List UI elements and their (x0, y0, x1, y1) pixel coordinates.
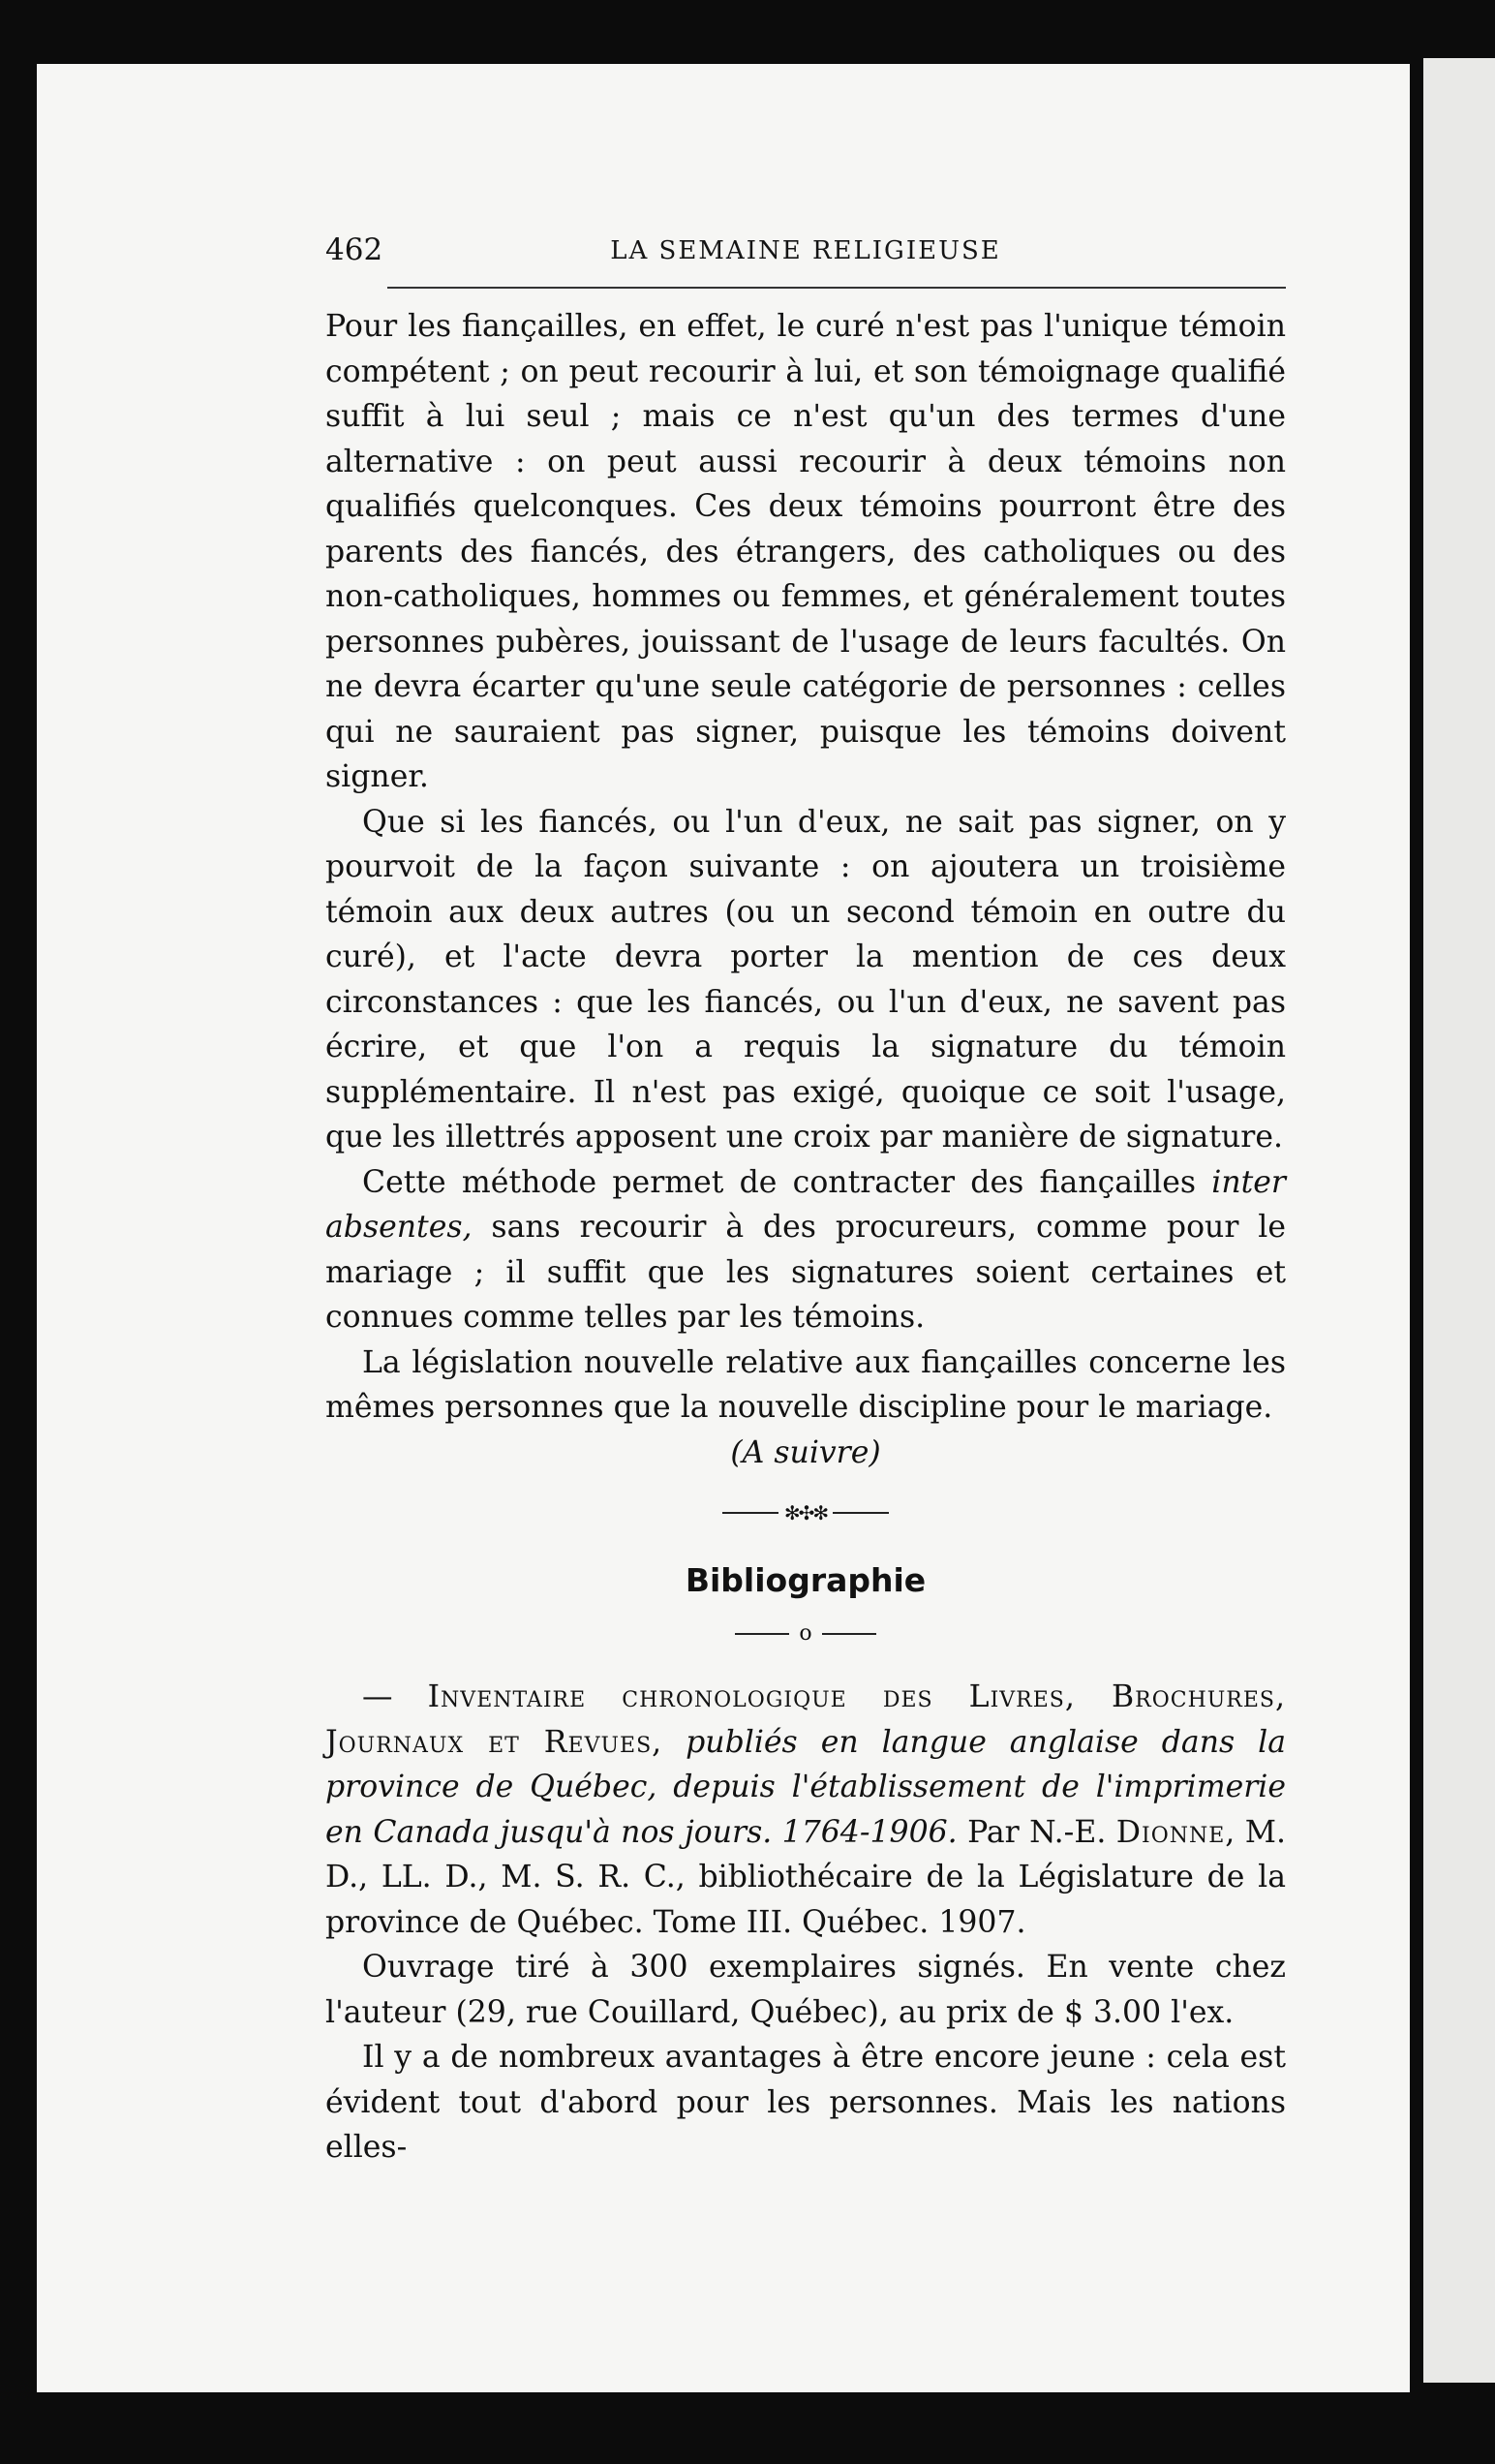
running-title: LA SEMAINE RELIGIEUSE (610, 236, 1001, 265)
paragraph: Que si les fiancés, ou l'un d'eux, ne sait pas signer, on y pourvoit de la façon suivante : on ajoutera un troisième témoin aux deux autres (ou un second témoin en outre du curé), et l'acte devra porter la mention de ces deux circonstances : que les fiancés, ou l'un d'eux, ne savent pas écrire, et que l'on a requis la signature du témoin supplémentaire. Il n'est pas exigé, quoique ce soit l'usage, que les illettrés apposent une croix par manière de signature. (325, 804, 1286, 1155)
paragraph-text: sans recourir à des procureurs, comme pour le mariage ; il suffit que les signatures soient certaines et connues comme telles par les témoins. (325, 1210, 1286, 1335)
book-subtitle: publiés en langue anglaise dans la province de Québec, depuis l'établissement de l'imprimerie en Canada jusqu'à nos jours. 1764-1906. (325, 1724, 1286, 1850)
bibliography-entry (325, 1675, 1286, 1945)
title-ornament (325, 1615, 1286, 1653)
entry-dash: — (362, 1679, 428, 1714)
page-number: 462 (325, 232, 383, 267)
paragraph: La législation nouvelle relative aux fiançailles concerne les mêmes personnes que la nouvelle discipline pour le mariage. (325, 1344, 1286, 1425)
page-body (325, 304, 1286, 2171)
adjacent-page-edge (1423, 58, 1495, 2383)
paragraph: Il y a de nombreux avantages à être encore jeune : cela est évident tout d'abord pour les personnes. Mais les nations elles- (325, 2040, 1286, 2165)
latin-phrase: inter absentes, (325, 1164, 1286, 1245)
section-ornament (325, 1489, 1286, 1537)
entry-text: Par N.-E. (957, 1814, 1116, 1850)
ornament-rule (822, 1633, 876, 1635)
ornament-rule (833, 1512, 889, 1514)
ornament-glyph: o (799, 1620, 812, 1646)
page-header (325, 232, 1286, 271)
book-title: Inventaire chronologique des Livres, Brochures, Journaux et Revues, (325, 1679, 1287, 1760)
paragraph (325, 1160, 1286, 1340)
ornament-rule (735, 1633, 789, 1635)
entry-text: , M. D., LL. D., M. S. R. C., bibliothécaire de la Législature de la province de Québec. Tome III. Québec. 1907. (325, 1814, 1286, 1940)
header-rule (387, 287, 1286, 289)
ornament-rule (722, 1512, 778, 1514)
paragraph-text: Cette méthode permet de contracter des fiançailles (362, 1164, 1212, 1200)
to-follow-note: (A suivre) (730, 1434, 881, 1470)
paragraph: Pour les fiançailles, en effet, le curé n'est pas l'unique témoin compétent ; on peut recourir à lui, et son témoignage qualifié suffit à lui seul ; mais ce n'est qu'un des termes d'une alternative : on peut aussi recourir à deux témoins non qualifiés quelconques. Ces deux témoins pourront être des parents des fiancés, des étrangers, des catholiques ou des non-catholiques, hommes ou femmes, et généralement toutes personnes pubères, jouissant de l'usage de leurs facultés. On ne devra écarter qu'une seule catégorie de personnes : celles qui ne sauraient pas signer, puisque les témoins doivent signer. (325, 309, 1286, 794)
section-title: Bibliographie (685, 1561, 927, 1599)
ornament-glyph: ✻✣✻ (783, 1500, 828, 1525)
author-name: Dionne (1115, 1814, 1226, 1850)
paragraph: Ouvrage tiré à 300 exemplaires signés. En vente chez l'auteur (29, rue Couillard, Québec), au prix de $ 3.00 l'ex. (325, 1950, 1286, 2030)
